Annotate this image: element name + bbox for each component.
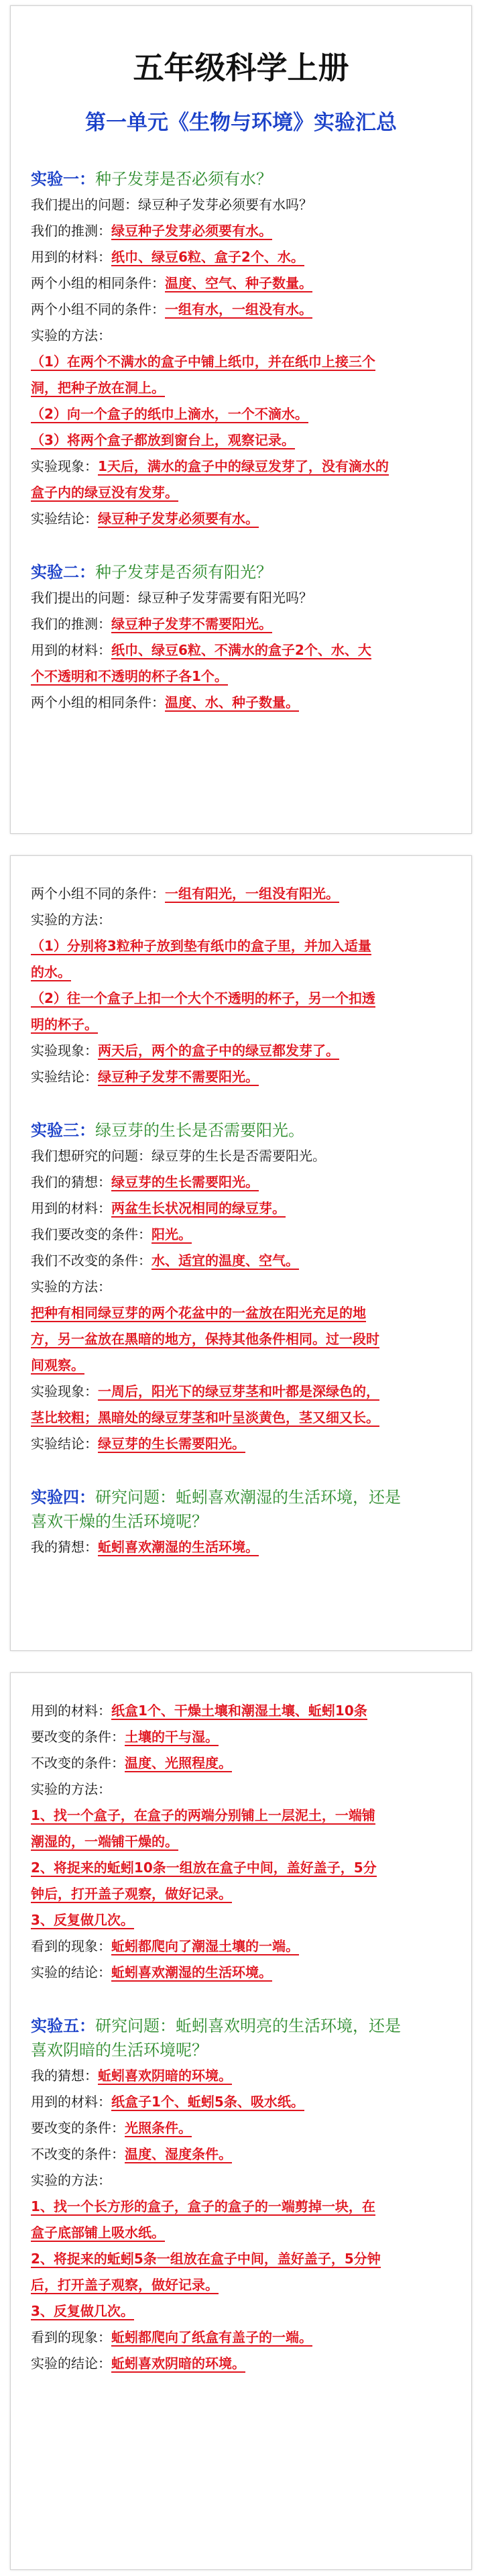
question-row: 我们提出的问题：绿豆种子发芽必须要有水吗？	[31, 197, 312, 213]
phenomenon-cont: 茎比较粗；黑暗处的绿豆芽茎和叶呈淡黄色，茎又细又长。	[31, 1409, 379, 1426]
hypothesis-row: 我的猜想：蚯蚓喜欢阴暗的环境。	[31, 2068, 232, 2084]
diff-conditions-row: 两个小组不同的条件：一组有阳光，一组没有阳光。	[31, 885, 339, 902]
materials-row: 用到的材料：纸巾、绿豆6粒、盒子2个、水。	[31, 249, 304, 265]
page-2	[10, 855, 472, 1651]
phenomenon-cont: 盒子内的绿豆没有发芽。	[31, 484, 178, 500]
phenomenon-row: 看到的现象：蚯蚓都爬向了纸盒有盖子的一端。	[31, 2329, 312, 2345]
experiment-heading-cont: 喜欢阴暗的生活环境呢？	[31, 2041, 208, 2059]
phenomenon-row: 实验现象：1天后，满水的盒子中的绿豆发芽了，没有滴水的	[31, 458, 389, 474]
method-step: （1）在两个不满水的盒子中铺上纸巾，并在纸巾上接三个	[31, 354, 375, 370]
experiment-3	[31, 1118, 451, 1453]
method-label: 实验的方法：	[31, 1279, 111, 1295]
method-step-cont: 钟后，打开盖子观察，做好记录。	[31, 1886, 232, 1902]
experiment-2-cont	[31, 884, 451, 1086]
page-3	[10, 1672, 472, 2570]
experiment-4-cont	[31, 1701, 451, 1982]
method-label: 实验的方法：	[31, 1781, 111, 1797]
method-label: 实验的方法：	[31, 912, 111, 928]
method-label: 实验的方法：	[31, 2172, 111, 2188]
method-step-cont: 明的杯子。	[31, 1016, 98, 1032]
experiment-heading: 实验二：种子发芽是否须有阳光？	[31, 563, 272, 582]
experiment-heading: 实验一：种子发芽是否必须有水？	[31, 170, 272, 189]
hypothesis-row: 我们的推测：绿豆种子发芽必须要有水。	[31, 223, 272, 239]
experiment-1	[31, 167, 451, 528]
method-step-cont: 间观察。	[31, 1357, 84, 1373]
method-step-cont: 后，打开盖子观察，做好记录。	[31, 2277, 219, 2293]
changed-condition-row: 要改变的条件：光照条件。	[31, 2120, 192, 2136]
conclusion-row: 实验结论：绿豆种子发芽不需要阳光。	[31, 1069, 259, 1085]
method-step: 3、反复做几次。	[31, 2303, 134, 2319]
experiment-5	[31, 2014, 451, 2373]
method-step-cont: 潮湿的，一端铺干燥的。	[31, 1833, 178, 1849]
conclusion-row: 实验的结论：蚯蚓喜欢阴暗的环境。	[31, 2355, 245, 2371]
experiment-heading-cont: 喜欢干燥的生活环境呢？	[31, 1512, 208, 1531]
page-1	[10, 5, 472, 834]
fixed-condition-row: 我们不改变的条件：水、适宜的温度、空气。	[31, 1252, 299, 1269]
changed-condition-row: 我们要改变的条件：阳光。	[31, 1226, 192, 1242]
fixed-condition-row: 不改变的条件：温度、湿度条件。	[31, 2146, 232, 2162]
phenomenon-row: 实验现象：一周后，阳光下的绿豆芽茎和叶都是深绿色的，	[31, 1383, 379, 1399]
method-step-cont: 洞，把种子放在洞上。	[31, 380, 165, 396]
materials-row: 用到的材料：两盆生长状况相同的绿豆芽。	[31, 1200, 286, 1216]
method-step: 3、反复做几次。	[31, 1912, 134, 1928]
experiment-4	[31, 1485, 451, 1556]
method-step: 1、找一个盒子，在盒子的两端分别铺上一层泥土，一端铺	[31, 1807, 375, 1823]
materials-row: 用到的材料：纸巾、绿豆6粒、不满水的盒子2个、水、大	[31, 642, 371, 658]
page-title: 五年级科学上册	[133, 50, 349, 86]
method-step-cont: 盒子底部铺上吸水纸。	[31, 2224, 165, 2241]
method-step: （3）将两个盒子都放到窗台上，观察记录。	[31, 432, 295, 448]
method-step-cont: 的水。	[31, 964, 71, 980]
conclusion-row: 实验结论：绿豆芽的生长需要阳光。	[31, 1436, 245, 1452]
method-step: 2、将捉来的蚯蚓10条一组放在盒子中间，盖好盖子，5分	[31, 1860, 377, 1876]
materials-cont: 个不透明和不透明的杯子各1个。	[31, 668, 228, 684]
question-row: 我们想研究的问题：绿豆芽的生长是否需要阳光。	[31, 1148, 326, 1164]
materials-row: 用到的材料：纸盒子1个、蚯蚓5条、吸水纸。	[31, 2094, 304, 2110]
unit-subtitle: 第一单元《生物与环境》实验汇总	[85, 111, 397, 135]
phenomenon-row: 实验现象：两天后，两个的盒子中的绿豆都发芽了。	[31, 1042, 339, 1059]
conclusion-row: 实验结论：绿豆种子发芽必须要有水。	[31, 511, 259, 527]
method-step: 2、将捉来的蚯蚓5条一组放在盒子中间，盖好盖子，5分钟	[31, 2251, 381, 2267]
question-row: 我们提出的问题：绿豆种子发芽需要有阳光吗？	[31, 590, 312, 606]
fixed-condition-row: 不改变的条件：温度、光照程度。	[31, 1755, 232, 1771]
changed-condition-row: 要改变的条件：土壤的干与湿。	[31, 1729, 219, 1745]
hypothesis-row: 我们的猜想：绿豆芽的生长需要阳光。	[31, 1174, 259, 1190]
experiment-2	[31, 560, 451, 712]
hypothesis-row: 我的猜想：蚯蚓喜欢潮湿的生活环境。	[31, 1539, 259, 1555]
method-step-cont: 方，另一盆放在黑暗的地方，保持其他条件相同。过一段时	[31, 1331, 379, 1347]
same-conditions-row: 两个小组的相同条件：温度、空气、种子数量。	[31, 275, 312, 291]
method-step: 把种有相同绿豆芽的两个花盆中的一盆放在阳光充足的地	[31, 1305, 366, 1321]
method-step: （1）分别将3粒种子放到垫有纸巾的盒子里，并加入适量	[31, 938, 371, 954]
phenomenon-row: 看到的现象：蚯蚓都爬向了潮湿土壤的一端。	[31, 1938, 299, 1954]
diff-conditions-row: 两个小组不同的条件：一组有水，一组没有水。	[31, 301, 312, 317]
method-step: （2）往一个盒子上扣一个大个不透明的杯子，另一个扣透	[31, 990, 375, 1006]
hypothesis-row: 我们的推测：绿豆种子发芽不需要阳光。	[31, 616, 272, 632]
same-conditions-row: 两个小组的相同条件：温度、水、种子数量。	[31, 694, 299, 710]
method-label: 实验的方法：	[31, 327, 111, 343]
method-step: 1、找一个长方形的盒子，盒子的盒子的一端剪掉一块，在	[31, 2198, 375, 2214]
conclusion-row: 实验的结论：蚯蚓喜欢潮湿的生活环境。	[31, 1964, 272, 1980]
experiment-heading: 实验五：研究问题：蚯蚓喜欢明亮的生活环境，还是	[31, 2017, 401, 2035]
materials-row: 用到的材料：纸盒1个、干燥土壤和潮湿土壤、蚯蚓10条	[31, 1703, 367, 1719]
experiment-heading: 实验四：研究问题：蚯蚓喜欢潮湿的生活环境，还是	[31, 1488, 401, 1507]
experiment-heading: 实验三：绿豆芽的生长是否需要阳光。	[31, 1121, 304, 1140]
method-step: （2）向一个盒子的纸巾上滴水，一个不滴水。	[31, 406, 308, 422]
